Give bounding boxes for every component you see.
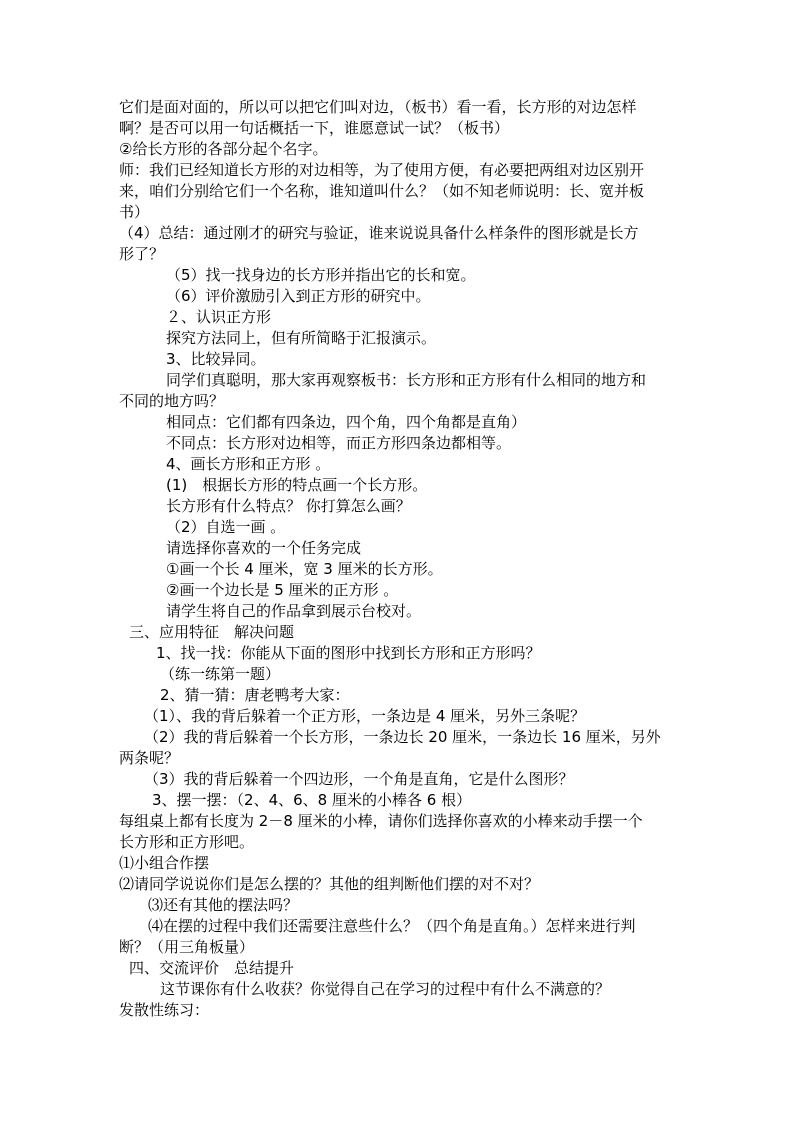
text-line: (1) 根据长方形的特点画一个长方形。 [166, 476, 428, 494]
text-line: 探究方法同上，但有所简略于汇报演示。 [166, 329, 437, 347]
text-line: ⑴小组合作摆 [119, 854, 210, 872]
text-line: （5）找一找身边的长方形并指出它的长和宽。 [166, 266, 476, 284]
text-line: 断？（用三角板量） [119, 938, 255, 956]
text-line: ①画一个长 4 厘米，宽 3 厘米的长方形。 [166, 560, 443, 578]
text-line: 长方形有什么特点？ 你打算怎么画？ [166, 497, 411, 515]
text-line: 形了？ [119, 245, 165, 263]
text-line: 每组桌上都有长度为 2－8 厘米的小棒，请你们选择你喜欢的小棒来动手摆一个 [119, 812, 643, 830]
text-line: 两条呢？ [119, 749, 180, 767]
text-line: 请选择你喜欢的一个任务完成 [166, 539, 362, 557]
text-line: （1）、我的背后躲着一个正方形，一条边是 4 厘米，另外三条呢？ [144, 707, 586, 725]
text-line: 啊？是否可以用一句话概括一下，谁愿意试一试？（板书） [119, 119, 510, 137]
text-line: 这节课你有什么收获？你觉得自己在学习的过程中有什么不满意的？ [160, 980, 611, 998]
text-line: 3、摆一摆：（2、4、6、8 厘米的小棒各 6 根） [152, 791, 472, 809]
text-line: 来，咱们分别给它们一个名称，谁知道叫什么？（如不知老师说明：长、宽并板 [119, 182, 645, 200]
section-heading: 四、交流评价 总结提升 [129, 959, 295, 977]
text-line: ⑵请同学说说你们是怎么摆的？其他的组判断他们摆的对不对？ [119, 875, 540, 893]
text-line: ２、认识正方形 [166, 308, 272, 326]
text-line: ⑷在摆的过程中我们还需要注意些什么？（四个角是直角。）怎样来进行判 [148, 917, 636, 935]
text-line: 不同点：长方形对边相等，而正方形四条边都相等。 [166, 434, 512, 452]
text-line: （2）我的背后躲着一个长方形，一条边长 20 厘米，一条边长 16 厘米，另外 [144, 728, 661, 746]
text-line: 长方形和正方形吧。 [119, 833, 255, 851]
text-line: ②画一个边长是 5 厘米的正方形 。 [166, 581, 399, 599]
text-line: 3、比较异同。 [166, 350, 266, 368]
text-line: （2）自选一画 。 [166, 518, 286, 536]
text-line: （4）总结：通过刚才的研究与验证，谁来说说具备什么样条件的图形就是长方 [119, 224, 639, 242]
text-line: （6）评价激励引入到正方形的研究中。 [166, 287, 431, 305]
text-line: 4、画长方形和正方形 。 [166, 455, 331, 473]
text-line: 书） [119, 203, 150, 221]
text-line: 不同的地方吗？ [119, 392, 225, 410]
text-line: ⑶还有其他的摆法吗？ [148, 896, 299, 914]
section-heading: 三、应用特征 解决问题 [129, 623, 295, 641]
text-line: 同学们真聪明，那大家再观察板书：长方形和正方形有什么相同的地方和 [166, 371, 647, 389]
text-line: （3）我的背后躲着一个四边形，一个角是直角，它是什么图形？ [144, 770, 574, 788]
text-line: 发散性练习： [119, 1001, 210, 1019]
text-line: 2、猜一猜：唐老鸭考大家： [160, 686, 350, 704]
text-line: （练一练第一题） [160, 665, 281, 683]
text-line: 相同点：它们都有四条边，四个角，四个角都是直角） [166, 413, 527, 431]
text-line: 1、找一找：你能从下面的图形中找到长方形和正方形吗？ [156, 644, 541, 662]
text-line: 请学生将自己的作品拿到展示台校对。 [166, 602, 422, 620]
text-line: 它们是面对面的，所以可以把它们叫对边，（板书）看一看，长方形的对边怎样 [119, 98, 637, 116]
text-line: 师：我们已经知道长方形的对边相等，为了使用方便，有必要把两组对边区别开 [119, 161, 645, 179]
text-line: ②给长方形的各部分起个名字。 [119, 140, 328, 158]
